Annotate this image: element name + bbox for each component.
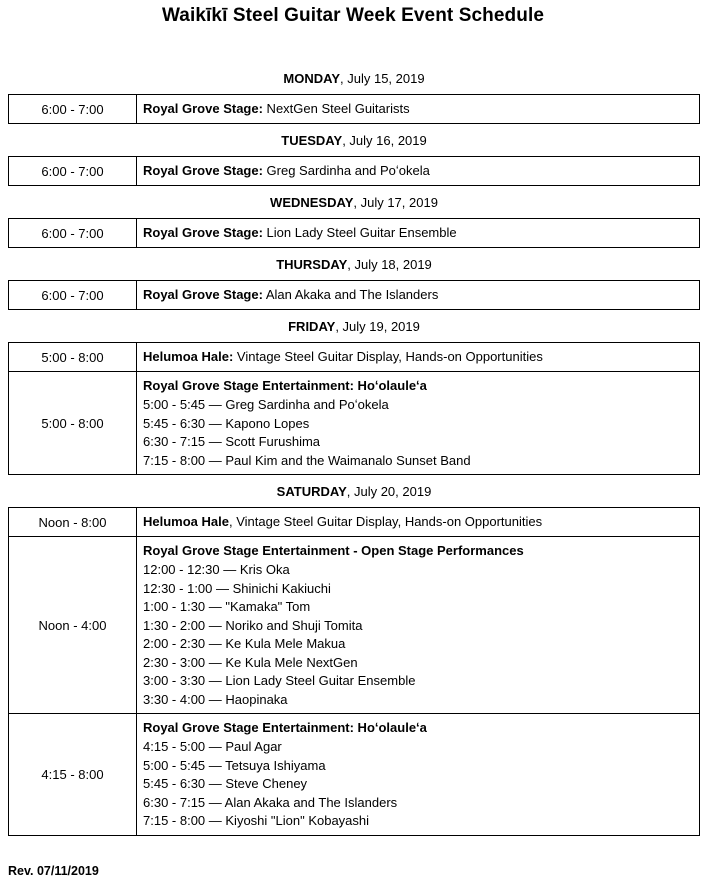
day-header — [8, 62, 700, 94]
event-title-line — [143, 161, 699, 181]
day-header — [8, 124, 700, 156]
list-item: 1:00 - 1:30 — "Kamaka" Tom — [143, 599, 311, 614]
event-description — [137, 95, 700, 124]
list-item: 7:15 - 8:00 — Kiyoshi "Lion" Kobayashi — [143, 813, 370, 828]
list-item: 5:00 - 5:45 — Tetsuya Ishiyama — [143, 757, 326, 773]
event-time: 6:00 - 7:00 — [9, 281, 137, 310]
performance-list — [143, 561, 699, 709]
event-venue-label: Helumoa Hale: — [143, 349, 234, 364]
table-row — [9, 508, 700, 537]
table-row — [9, 95, 700, 124]
list-item: 2:30 - 3:00 — Ke Kula Mele NextGen — [143, 654, 358, 670]
event-description — [137, 281, 700, 310]
day-date: , July 20, 2019 — [346, 484, 432, 499]
event-venue-label: Royal Grove Stage: — [143, 225, 263, 240]
table-row — [9, 219, 700, 248]
table-row — [9, 343, 700, 372]
day-schedule-table — [8, 342, 700, 475]
day-header — [8, 475, 700, 507]
day-date: , July 19, 2019 — [335, 319, 420, 334]
event-title-line — [143, 541, 699, 561]
event-description — [137, 537, 700, 714]
revision-note: Rev. 07/11/2019 — [8, 864, 99, 878]
event-description — [137, 372, 700, 475]
event-venue-label: Royal Grove Stage: — [143, 101, 263, 116]
event-title-line — [143, 347, 699, 367]
event-detail-text: , Vintage Steel Guitar Display, Hands-on Opportunities — [228, 514, 543, 529]
list-item: 6:30 - 7:15 — Scott Furushima — [143, 434, 321, 449]
event-time: 5:00 - 8:00 — [9, 343, 137, 372]
event-detail-text: Lion Lady Steel Guitar Ensemble — [262, 225, 457, 240]
day-schedule-table — [8, 94, 700, 124]
day-date: , July 17, 2019 — [353, 195, 438, 210]
day-date: , July 15, 2019 — [340, 71, 425, 86]
event-venue-label: Royal Grove Stage: — [143, 287, 263, 302]
table-row — [9, 157, 700, 186]
list-item: 12:00 - 12:30 — Kris Oka — [143, 562, 290, 577]
event-description — [137, 219, 700, 248]
event-venue-label: Royal Grove Stage Entertainment - Open Stage Performances — [143, 543, 524, 558]
day-name: FRIDAY — [288, 319, 336, 334]
event-title-line — [143, 376, 699, 396]
event-title-line — [143, 285, 699, 305]
list-item: 5:45 - 6:30 — Kapono Lopes — [143, 415, 310, 431]
event-venue-label: Royal Grove Stage Entertainment: Hoʻolauleʻa — [143, 378, 427, 393]
performance-list — [143, 738, 699, 831]
list-item: 3:00 - 3:30 — Lion Lady Steel Guitar Ensemble — [143, 673, 416, 688]
table-row — [9, 714, 700, 836]
day-schedule-table — [8, 218, 700, 248]
day-name: THURSDAY — [276, 257, 348, 272]
day-date: , July 16, 2019 — [342, 133, 427, 148]
list-item: 12:30 - 1:00 — Shinichi Kakiuchi — [143, 580, 331, 596]
event-detail-text: NextGen Steel Guitarists — [262, 101, 410, 116]
day-date: , July 18, 2019 — [347, 257, 432, 272]
event-description — [137, 343, 700, 372]
event-time: 6:00 - 7:00 — [9, 219, 137, 248]
list-item: 2:00 - 2:30 — Ke Kula Mele Makua — [143, 636, 346, 651]
event-detail-text: Alan Akaka and The Islanders — [262, 287, 439, 302]
event-venue-label: Helumoa Hale — [143, 514, 229, 529]
event-time: 6:00 - 7:00 — [9, 157, 137, 186]
table-row — [9, 372, 700, 475]
event-venue-label: Royal Grove Stage: — [143, 163, 263, 178]
day-block — [8, 248, 700, 310]
event-time: Noon - 8:00 — [9, 508, 137, 537]
event-time: 5:00 - 8:00 — [9, 372, 137, 475]
day-schedule-table — [8, 507, 700, 836]
day-block — [8, 310, 700, 475]
event-venue-label: Royal Grove Stage Entertainment: Hoʻolauleʻa — [143, 720, 427, 735]
day-name: SATURDAY — [276, 484, 347, 499]
page-title: Waikīkī Steel Guitar Week Event Schedule — [161, 5, 545, 26]
event-title-line — [143, 512, 699, 532]
day-header — [8, 310, 700, 342]
list-item: 4:15 - 5:00 — Paul Agar — [143, 739, 282, 754]
list-item: 3:30 - 4:00 — Haopinaka — [143, 691, 288, 707]
list-item: 5:45 - 6:30 — Steve Cheney — [143, 776, 308, 791]
event-time: 4:15 - 8:00 — [9, 714, 137, 836]
event-title-line — [143, 718, 699, 738]
day-block — [8, 475, 700, 836]
day-schedule-table — [8, 280, 700, 310]
day-name: WEDNESDAY — [270, 195, 354, 210]
day-header — [8, 186, 700, 218]
performance-list — [143, 396, 699, 470]
list-item: 7:15 - 8:00 — Paul Kim and the Waimanalo Sunset Band — [143, 452, 471, 468]
event-title-line — [143, 99, 699, 119]
event-time: Noon - 4:00 — [9, 537, 137, 714]
list-item: 6:30 - 7:15 — Alan Akaka and The Islanders — [143, 794, 398, 810]
list-item: 5:00 - 5:45 — Greg Sardinha and Poʻokela — [143, 397, 389, 412]
day-schedule-table — [8, 156, 700, 186]
event-description — [137, 508, 700, 537]
table-row — [9, 281, 700, 310]
day-block — [8, 62, 700, 124]
day-block — [8, 124, 700, 186]
day-block — [8, 186, 700, 248]
list-item: 1:30 - 2:00 — Noriko and Shuji Tomita — [143, 617, 363, 633]
schedule-body — [0, 62, 706, 836]
event-detail-text: Vintage Steel Guitar Display, Hands-on Opportunities — [233, 349, 543, 364]
table-row — [9, 537, 700, 714]
event-description — [137, 714, 700, 836]
event-title-line — [143, 223, 699, 243]
day-name: MONDAY — [283, 71, 341, 86]
day-header — [8, 248, 700, 280]
event-time: 6:00 - 7:00 — [9, 95, 137, 124]
day-name: TUESDAY — [281, 133, 343, 148]
event-detail-text: Greg Sardinha and Poʻokela — [262, 163, 430, 178]
event-description — [137, 157, 700, 186]
